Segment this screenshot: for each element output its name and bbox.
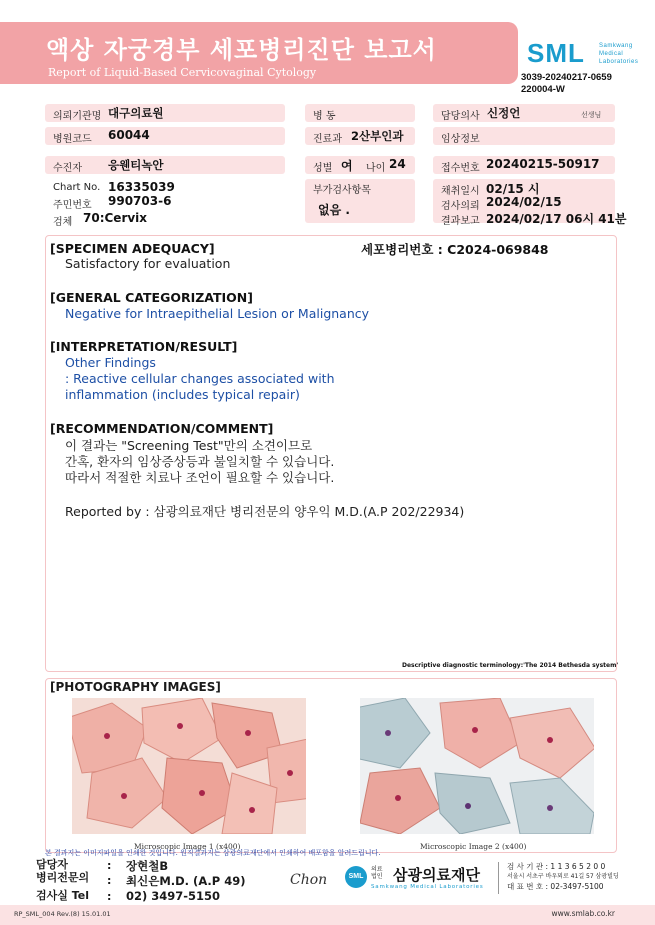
interpretation-line-3: inflammation (includes typical repair) <box>65 387 300 402</box>
microscopic-image-1 <box>72 698 306 834</box>
pathologist-value: 최신은M.D. (A.P 49) <box>126 874 246 888</box>
doctor-label: 담당의사 <box>441 111 480 122</box>
footer-divider <box>498 862 499 894</box>
specimen-value: 70:Cervix <box>83 211 148 225</box>
interpretation-heading: [INTERPRETATION/RESULT] <box>50 339 238 354</box>
photography-heading: [PHOTOGRAPHY IMAGES] <box>50 680 221 694</box>
foundation-en: Samkwang Medical Laboratories <box>371 884 484 890</box>
barcode-id: 3039-20240217-0659 220004-W <box>521 72 612 95</box>
recommendation-line-3: 따라서 적절한 치료나 조언이 필요할 수 있습니다. <box>65 470 335 485</box>
hospital-code-value: 60044 <box>108 128 150 142</box>
staff-colon: : <box>107 859 112 872</box>
adequacy-heading: [SPECIMEN ADEQUACY] <box>50 241 215 256</box>
logo-text: SML <box>527 38 585 68</box>
reported-by: Reported by : 삼광의료재단 병리전문의 양우익 M.D.(A.P 202/22934) <box>65 504 465 519</box>
patient-name-label: 수진자 <box>53 163 82 174</box>
category-heading: [GENERAL CATEGORIZATION] <box>50 290 253 305</box>
request-date-label: 검사의뢰 <box>441 201 480 212</box>
report-date-value: 2024/02/17 06시 41분 <box>486 212 627 226</box>
report-header-banner <box>0 22 518 84</box>
image-1-caption: Microscopic Image 1 (x400) <box>134 842 241 851</box>
sml-logo <box>527 38 647 70</box>
cytology-no-label: 세포병리번호 : <box>361 242 443 257</box>
lab-phone: 대 표 번 호 : 02-3497-5100 <box>507 882 604 891</box>
print-notice: 본 결과지는 이미지파일을 인쇄한 것입니다. 원직결과지는 삼광의료재단에서 인쇄하여 배포함을 알려드립니다. <box>45 849 381 857</box>
additional-test-label: 부가검사항목 <box>313 185 371 196</box>
collect-date-label: 채취일시 <box>441 186 480 197</box>
institution-label: 의뢰기관명 <box>53 111 102 122</box>
category-text: Negative for Intraepithelial Lesion or Malignancy <box>65 306 370 321</box>
doctor-value: 신정언 <box>487 106 521 120</box>
pathologist-label: 병리전문의 <box>36 871 90 884</box>
terminology-note: Descriptive diagnostic terminology:'The 2014 Bethesda system' <box>402 662 619 669</box>
foundation-tag: 의료 법인 <box>371 866 383 880</box>
interpretation-line-2: : Reactive cellular changes associated with <box>65 371 335 386</box>
recommendation-heading: [RECOMMENDATION/COMMENT] <box>50 421 274 436</box>
interpretation-line-1: Other Findings <box>65 355 156 370</box>
logo-subtext: Samkwang Medical Laboratories <box>599 43 639 65</box>
doctor-suffix: 선생님 <box>581 111 602 119</box>
bottom-bar <box>0 905 655 925</box>
request-date-value: 2024/02/15 <box>486 195 562 209</box>
tel-colon: : <box>107 890 112 903</box>
sex-value: 여 <box>341 159 353 173</box>
staff-label: 담당자 <box>36 858 68 871</box>
cytology-no <box>361 240 549 258</box>
image-2-caption: Microscopic Image 2 (x400) <box>420 842 527 851</box>
staff-value: 장현철B <box>126 859 169 873</box>
specimen-label: 검체 <box>53 217 73 228</box>
age-label: 나이 <box>366 163 386 174</box>
resident-no-label: 주민번호 <box>53 200 92 211</box>
microscopic-image-2 <box>360 698 594 834</box>
chart-no-label: Chart No. <box>53 182 101 193</box>
collect-date-value: 02/15 시 <box>486 182 540 196</box>
report-date-label: 결과보고 <box>441 216 480 227</box>
report-subtitle: Report of Liquid-Based Cervicovaginal Cytology <box>48 66 317 79</box>
recommendation-line-2: 간혹, 환자의 임상증상등과 불일치할 수 있습니다. <box>65 454 335 469</box>
adequacy-text: Satisfactory for evaluation <box>65 256 231 271</box>
sex-label: 성별 <box>313 163 333 174</box>
report-title: 액상 자궁경부 세포병리진단 보고서 <box>46 36 437 64</box>
recommendation-line-1: 이 결과는 "Screening Test"만의 소견이므로 <box>65 438 313 453</box>
dept-label: 진료과 <box>313 134 342 145</box>
pathologist-signature: Chon <box>290 872 328 888</box>
foundation-name: 삼광의료재단 <box>393 866 480 884</box>
institution-value: 대구의료원 <box>108 106 164 120</box>
ward-label: 병 동 <box>313 111 336 122</box>
tel-label: 검사실 Tel <box>36 889 89 902</box>
website-link[interactable]: www.smlab.co.kr <box>551 909 615 918</box>
resident-no-value: 990703-6 <box>108 194 172 208</box>
form-code: RP_SML_004 Rev.(8) 15.01.01 <box>14 910 111 918</box>
chart-no-value: 16335039 <box>108 180 175 194</box>
receipt-label: 접수번호 <box>441 163 480 174</box>
foundation-circle-icon: SML <box>345 866 367 888</box>
patient-name-value: 응웬티녹안 <box>108 158 164 172</box>
age-value: 24 <box>389 157 406 171</box>
pathologist-colon: : <box>107 874 112 887</box>
clinical-info-label: 임상정보 <box>441 134 480 145</box>
hospital-code-label: 병원코드 <box>53 134 92 145</box>
additional-test-value: 없음 . <box>318 203 350 217</box>
cytology-no-value: C2024-069848 <box>447 242 549 257</box>
lab-address: 서울시 서초구 바우뫼로 41길 57 삼광빌딩 <box>507 873 619 880</box>
receipt-value: 20240215-50917 <box>486 157 600 171</box>
dept-value: 2산부인과 <box>351 129 404 143</box>
foundation-logo <box>345 862 495 894</box>
lab-id: 검 사 기 관 : 1 1 3 6 5 2 0 0 <box>507 862 606 871</box>
tel-value: 02) 3497-5150 <box>126 889 221 903</box>
